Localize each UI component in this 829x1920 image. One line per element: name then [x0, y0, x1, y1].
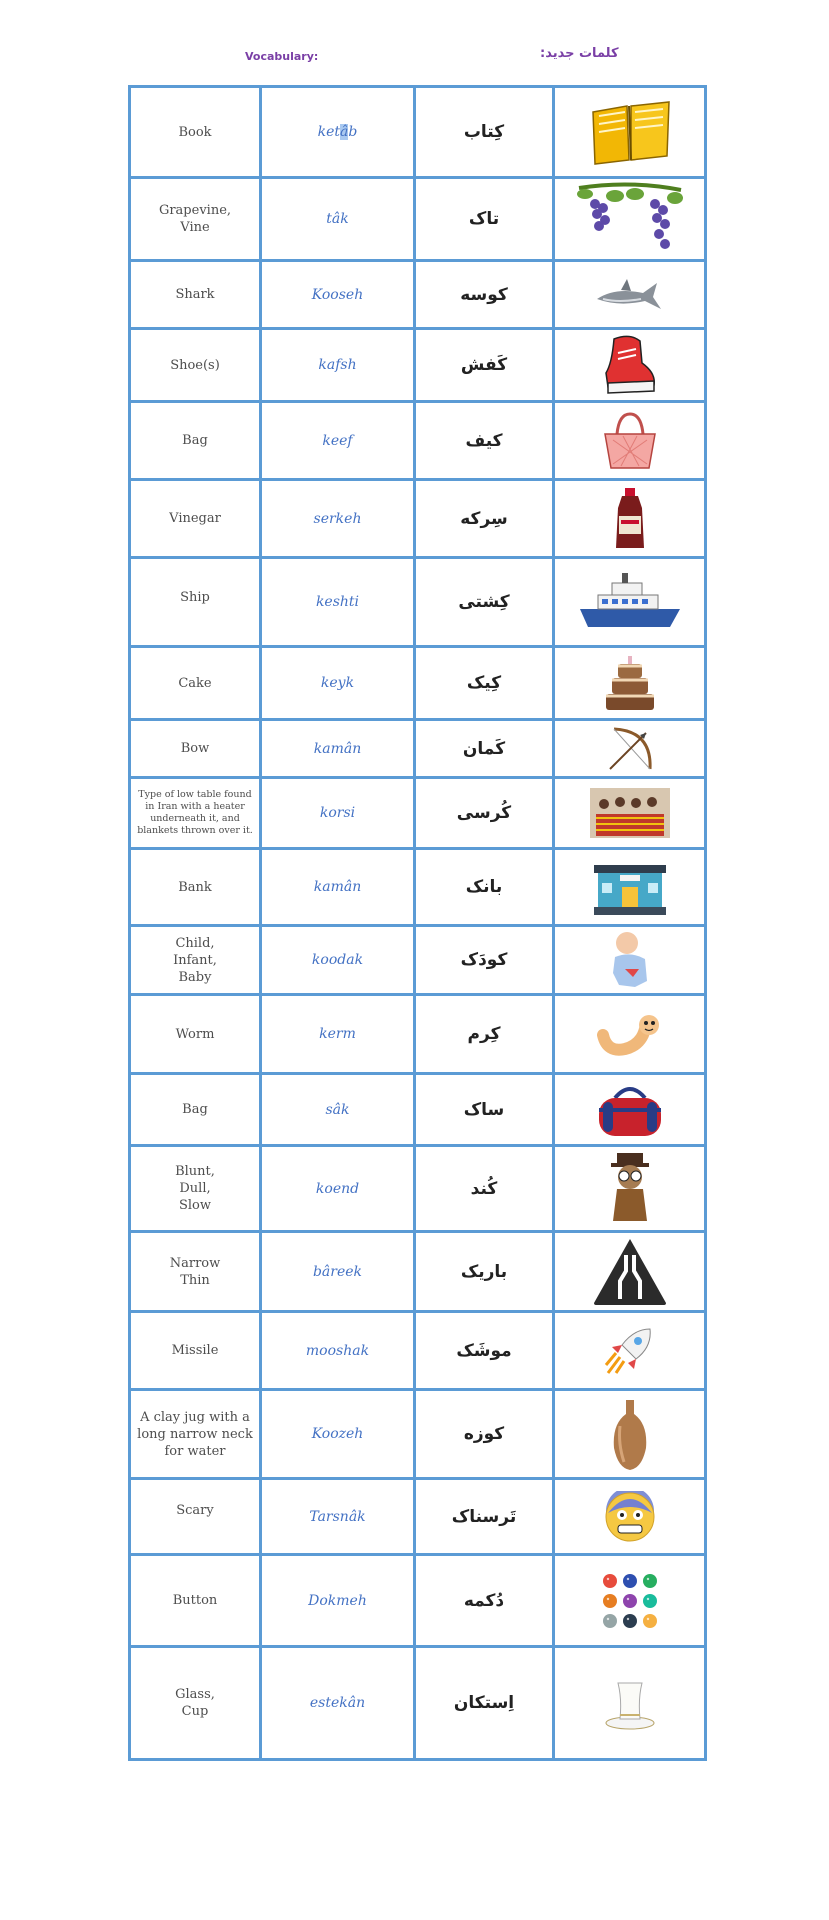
table-row: [130, 778, 706, 849]
table-row: [130, 1479, 706, 1555]
english-cell: A clay jug with a long narrow neck for water: [130, 1390, 261, 1479]
persian-cell: کِتاب: [415, 87, 554, 178]
persian-cell: کیف: [415, 402, 554, 480]
transliteration-cell: ketâb: [261, 87, 415, 178]
transliteration-cell: koodak: [261, 926, 415, 995]
duffel-bag-icon: [554, 1074, 706, 1146]
table-row: [130, 329, 706, 402]
table-row: [130, 926, 706, 995]
persian-heading: کلمات جدید:: [540, 46, 619, 61]
persian-cell: کِرم: [415, 995, 554, 1074]
persian-cell: بانک: [415, 849, 554, 926]
transliteration-cell: tâk: [261, 178, 415, 261]
transliteration-cell: kamân: [261, 720, 415, 778]
english-cell: Ship: [130, 558, 261, 647]
english-cell: Glass, Cup: [130, 1647, 261, 1760]
bank-icon: [554, 849, 706, 926]
table-row: [130, 558, 706, 647]
grapes-icon: [554, 178, 706, 261]
transliteration-cell: keshti: [261, 558, 415, 647]
english-cell: Shoe(s): [130, 329, 261, 402]
persian-cell: کودَک: [415, 926, 554, 995]
persian-cell: کوزه: [415, 1390, 554, 1479]
persian-cell: تَرسناک: [415, 1479, 554, 1555]
table-row: [130, 1647, 706, 1760]
persian-cell: سِرکه: [415, 480, 554, 558]
table-row: [130, 647, 706, 720]
english-cell: Bag: [130, 1074, 261, 1146]
table-row: [130, 1312, 706, 1390]
english-cell: Button: [130, 1555, 261, 1647]
english-cell: Scary: [130, 1479, 261, 1555]
narrow-road-sign-icon: [554, 1232, 706, 1312]
persian-cell: اِستکان: [415, 1647, 554, 1760]
handbag-icon: [554, 402, 706, 480]
transliteration-cell: koend: [261, 1146, 415, 1232]
english-cell: Bank: [130, 849, 261, 926]
english-cell: Book: [130, 87, 261, 178]
table-row: [130, 1555, 706, 1647]
persian-cell: کُند: [415, 1146, 554, 1232]
english-cell: Cake: [130, 647, 261, 720]
persian-cell: کِشتی: [415, 558, 554, 647]
ship-icon: [554, 558, 706, 647]
transliteration-cell: kerm: [261, 995, 415, 1074]
clay-jug-icon: [554, 1390, 706, 1479]
table-row: [130, 1074, 706, 1146]
baby-icon: [554, 926, 706, 995]
transliteration-cell: mooshak: [261, 1312, 415, 1390]
transliteration-cell: estekân: [261, 1647, 415, 1760]
persian-cell: دُکمه: [415, 1555, 554, 1647]
transliteration-cell: Tarsnâk: [261, 1479, 415, 1555]
english-cell: Vinegar: [130, 480, 261, 558]
shoe-icon: [554, 329, 706, 402]
table-row: [130, 720, 706, 778]
table-row: [130, 402, 706, 480]
persian-cell: کَمان: [415, 720, 554, 778]
transliteration-cell: Dokmeh: [261, 1555, 415, 1647]
english-cell: Grapevine, Vine: [130, 178, 261, 261]
vocabulary-heading: Vocabulary:: [245, 50, 319, 63]
persian-cell: باریک: [415, 1232, 554, 1312]
english-cell: Worm: [130, 995, 261, 1074]
bow-arrow-icon: [554, 720, 706, 778]
table-row: [130, 87, 706, 178]
transliteration-cell: kamân: [261, 849, 415, 926]
table-row: [130, 261, 706, 329]
english-cell: Type of low table found in Iran with a heater underneath it, and blankets thrown over it.: [130, 778, 261, 849]
shark-icon: [554, 261, 706, 329]
persian-cell: موشَک: [415, 1312, 554, 1390]
transliteration-cell: Koozeh: [261, 1390, 415, 1479]
worm-icon: [554, 995, 706, 1074]
english-cell: Bow: [130, 720, 261, 778]
persian-cell: کَفش: [415, 329, 554, 402]
english-cell: Bag: [130, 402, 261, 480]
persian-cell: ساک: [415, 1074, 554, 1146]
table-row: [130, 995, 706, 1074]
table-row: [130, 480, 706, 558]
transliteration-cell: serkeh: [261, 480, 415, 558]
transliteration-cell: kafsh: [261, 329, 415, 402]
english-cell: Narrow Thin: [130, 1232, 261, 1312]
vinegar-bottle-icon: [554, 480, 706, 558]
transliteration-cell: keef: [261, 402, 415, 480]
transliteration-cell: keyk: [261, 647, 415, 720]
english-cell: Blunt, Dull, Slow: [130, 1146, 261, 1232]
tea-glass-icon: [554, 1647, 706, 1760]
table-row: [130, 849, 706, 926]
table-row: [130, 178, 706, 261]
sloth-icon: [554, 1146, 706, 1232]
vocabulary-table: [128, 85, 707, 1761]
table-row: [130, 1232, 706, 1312]
persian-cell: تاک: [415, 178, 554, 261]
persian-cell: کوسه: [415, 261, 554, 329]
transliteration-cell: korsi: [261, 778, 415, 849]
cake-icon: [554, 647, 706, 720]
transliteration-cell: Kooseh: [261, 261, 415, 329]
english-cell: Child, Infant, Baby: [130, 926, 261, 995]
table-row: [130, 1390, 706, 1479]
english-cell: Shark: [130, 261, 261, 329]
scared-face-icon: [554, 1479, 706, 1555]
book-icon: [554, 87, 706, 178]
transliteration-cell: sâk: [261, 1074, 415, 1146]
rocket-icon: [554, 1312, 706, 1390]
transliteration-cell: bâreek: [261, 1232, 415, 1312]
persian-cell: کُرسی: [415, 778, 554, 849]
table-row: [130, 1146, 706, 1232]
buttons-icon: [554, 1555, 706, 1647]
persian-cell: کِیک: [415, 647, 554, 720]
english-cell: Missile: [130, 1312, 261, 1390]
korsi-photo-icon: [554, 778, 706, 849]
